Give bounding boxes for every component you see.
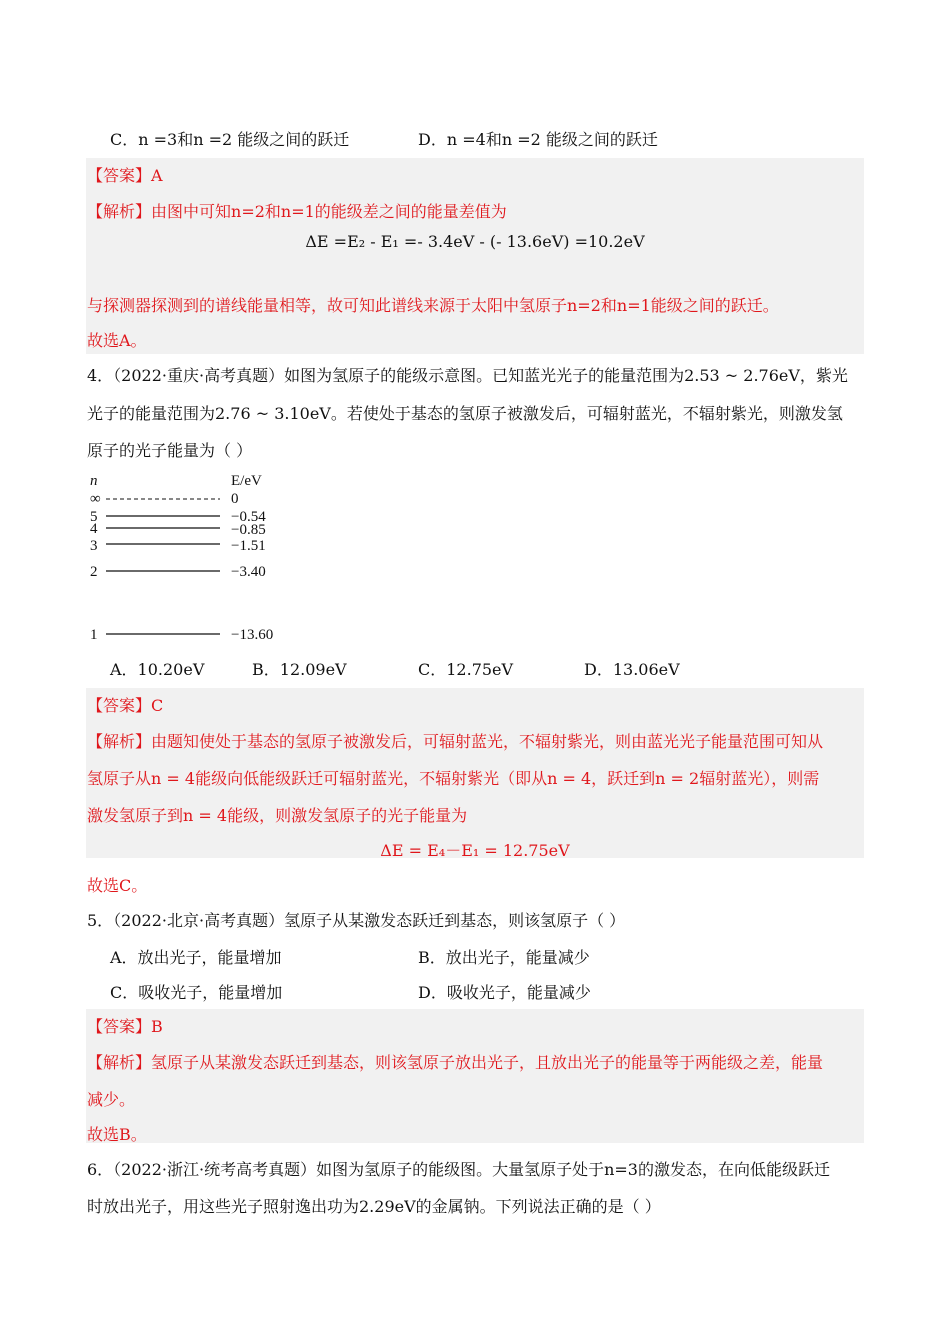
q5-stem: 5．（2022·北京·高考真题）氢原子从某激发态跃迁到基态，则该氢原子（ ） [87, 911, 626, 930]
q6-stem-line2: 时放出光子，用这些光子照射逸出功为2.29eV的金属钠。下列说法正确的是（ ） [87, 1197, 661, 1216]
q5-answer: 【答案】B [87, 1017, 163, 1036]
level-n-1: 1 [90, 627, 98, 643]
q4-option-b: B．12.09eV [252, 660, 347, 679]
q4-answer: 【答案】C [87, 696, 164, 715]
energy-level-diagram [88, 470, 288, 645]
n-axis-label: n [90, 473, 98, 489]
q5-option-a: A．放出光子，能量增加 [110, 948, 282, 967]
level-e-1: −13.60 [231, 627, 274, 643]
q4-stem-line2: 光子的能量范围为2.76 ~ 3.10eV。若使处于基态的氢原子被激发后，可辐射蓝光，不辐射紫光，则激发氢 [87, 404, 843, 423]
q4-option-a: A．10.20eV [110, 660, 205, 679]
q5-option-d: D．吸收光子，能量减少 [418, 983, 591, 1002]
level-e-inf: 0 [231, 491, 239, 507]
q4-stem-line1: 4．（2022·重庆·高考真题）如图为氢原子的能级示意图。已知蓝光光子的能量范围为2.53 ~ 2.76eV，紫光 [87, 366, 848, 385]
q3-formula: ΔE =E₂ - E₁ =- 3.4eV - (- 13.6eV) =10.2eV [305, 232, 645, 251]
q5-answer-block [86, 1009, 864, 1143]
level-n-inf: ∞ [90, 491, 101, 507]
level-n-3: 3 [90, 538, 98, 554]
q3-answer: 【答案】A [87, 166, 163, 185]
q5-analysis-2: 减少。 [87, 1090, 136, 1109]
q4-analysis-1: 【解析】由题知使处于基态的氢原子被激发后，可辐射蓝光，不辐射紫光，则由蓝光光子能量范围可知从 [87, 732, 824, 751]
q3-option-d: D．n =4和n =2 能级之间的跃迁 [418, 130, 658, 149]
q5-option-c: C．吸收光子，能量增加 [110, 983, 283, 1002]
q5-choose: 故选B。 [87, 1125, 147, 1144]
q3-option-c: C．n =3和n =2 能级之间的跃迁 [110, 130, 350, 149]
q4-option-d: D．13.06eV [584, 660, 680, 679]
q4-formula: ΔE = E₄－E₁ = 12.75eV [380, 841, 570, 860]
q6-stem-line1: 6．（2022·浙江·统考高考真题）如图为氢原子的能级图。大量氢原子处于n=3的激发态，在向低能级跃迁 [87, 1160, 830, 1179]
q4-stem-line3: 原子的光子能量为（ ） [87, 441, 253, 460]
q3-analysis: 【解析】由图中可知n=2和n=1的能级差之间的能量差值为 [87, 202, 507, 221]
q4-option-c: C．12.75eV [418, 660, 514, 679]
q3-choose: 故选A。 [87, 331, 147, 350]
q4-analysis-2: 氢原子从n = 4能级向低能级跃迁可辐射蓝光，不辐射紫光（即从n = 4，跃迁到n = 2辐射蓝光），则需 [87, 769, 820, 788]
q4-analysis-3: 激发氢原子到n = 4能级，则激发氢原子的光子能量为 [87, 806, 468, 825]
level-e-5: −0.54 [231, 509, 266, 525]
level-e-2: −3.40 [231, 564, 266, 580]
q5-analysis-1: 【解析】氢原子从某激发态跃迁到基态，则该氢原子放出光子，且放出光子的能量等于两能级之差，能量 [87, 1053, 824, 1072]
level-n-2: 2 [90, 564, 98, 580]
e-axis-label: E/eV [231, 473, 262, 489]
level-e-3: −1.51 [231, 538, 266, 554]
q3-conclusion: 与探测器探测到的谱线能量相等，故可知此谱线来源于太阳中氢原子n=2和n=1能级之间的跃迁。 [87, 296, 779, 315]
q3-answer-block [86, 158, 864, 354]
level-n-5: 5 [90, 509, 98, 525]
level-n-4: 4 [90, 521, 98, 537]
level-e-4: −0.85 [231, 522, 266, 538]
q5-option-b: B．放出光子，能量减少 [418, 948, 590, 967]
q4-choose: 故选C。 [87, 876, 148, 895]
